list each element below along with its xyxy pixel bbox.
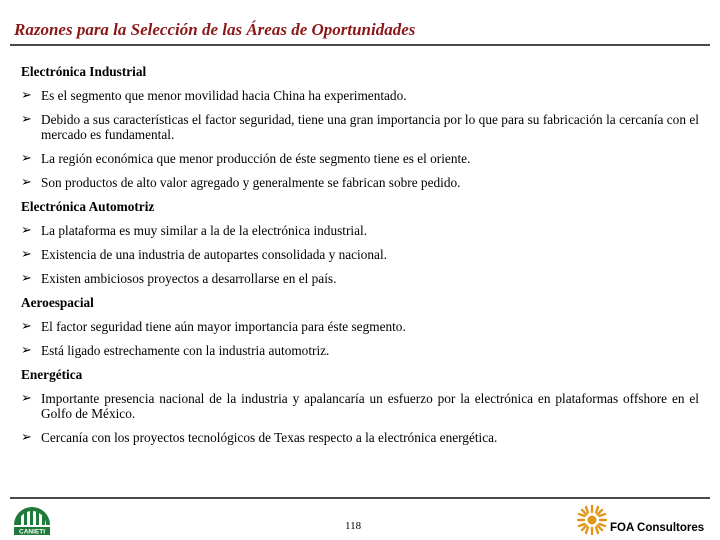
- bullet-item: [21, 175, 699, 190]
- arrow-bullet-icon: ➢: [21, 271, 32, 286]
- bullet-item: [21, 391, 699, 421]
- bullet-text: El factor seguridad tiene aún mayor importancia para éste segmento.: [41, 319, 406, 334]
- slide-content: [21, 64, 699, 454]
- bullet-item: [21, 223, 699, 238]
- bullet-text: Importante presencia nacional de la industria y apalancaría un esfuerzo por la electrónica en plataformas offshore en el Golfo de México.: [41, 391, 699, 421]
- arrow-bullet-icon: ➢: [21, 319, 32, 334]
- section-heading: Aeroespacial: [21, 295, 94, 310]
- foa-sunburst-logo-icon: [575, 503, 609, 537]
- section-heading: Electrónica Industrial: [21, 64, 147, 79]
- bullet-item: [21, 247, 699, 262]
- bullet-text: Existencia de una industria de autopartes consolidada y nacional.: [41, 247, 387, 262]
- section-heading: Electrónica Automotriz: [21, 199, 155, 214]
- bullet-text: Cercanía con los proyectos tecnológicos de Texas respecto a la electrónica energética.: [41, 430, 498, 445]
- title-divider: [10, 44, 710, 46]
- bullet-text: Debido a sus características el factor seguridad, tiene una gran importancia por lo que para su fabricación la cercanía con el mercado es fundamental.: [41, 112, 699, 142]
- footer-divider: [10, 497, 710, 499]
- section-heading: Energética: [21, 367, 83, 382]
- bullet-text: Son productos de alto valor agregado y generalmente se fabrican sobre pedido.: [41, 175, 461, 190]
- left-logo-text: CANIETI: [19, 528, 45, 536]
- arrow-bullet-icon: ➢: [21, 391, 32, 406]
- arrow-bullet-icon: ➢: [21, 151, 32, 166]
- bullet-text: La región económica que menor producción de éste segmento tiene es el oriente.: [41, 151, 471, 166]
- canieti-logo-icon: [6, 503, 58, 537]
- arrow-bullet-icon: ➢: [21, 247, 32, 262]
- arrow-bullet-icon: ➢: [21, 343, 32, 358]
- bullet-item: [21, 112, 699, 142]
- bullet-item: [21, 271, 699, 286]
- arrow-bullet-icon: ➢: [21, 175, 32, 190]
- bullet-item: [21, 430, 699, 445]
- arrow-bullet-icon: ➢: [21, 88, 32, 103]
- bullet-item: [21, 343, 699, 358]
- firm-name: FOA Consultores: [610, 522, 705, 534]
- bullet-text: Está ligado estrechamente con la industria automotriz.: [41, 343, 330, 358]
- bullet-item: [21, 319, 699, 334]
- page-title: Razones para la Selección de las Áreas de Oportunidades: [14, 20, 416, 39]
- bullet-item: [21, 151, 699, 166]
- page-number: 118: [345, 520, 362, 532]
- bullet-text: Existen ambiciosos proyectos a desarrollarse en el país.: [41, 271, 337, 286]
- bullet-item: [21, 88, 699, 103]
- arrow-bullet-icon: ➢: [21, 112, 32, 127]
- bullet-text: La plataforma es muy similar a la de la electrónica industrial.: [41, 223, 368, 238]
- arrow-bullet-icon: ➢: [21, 430, 32, 445]
- arrow-bullet-icon: ➢: [21, 223, 32, 238]
- bullet-text: Es el segmento que menor movilidad hacia China ha experimentado.: [41, 88, 407, 103]
